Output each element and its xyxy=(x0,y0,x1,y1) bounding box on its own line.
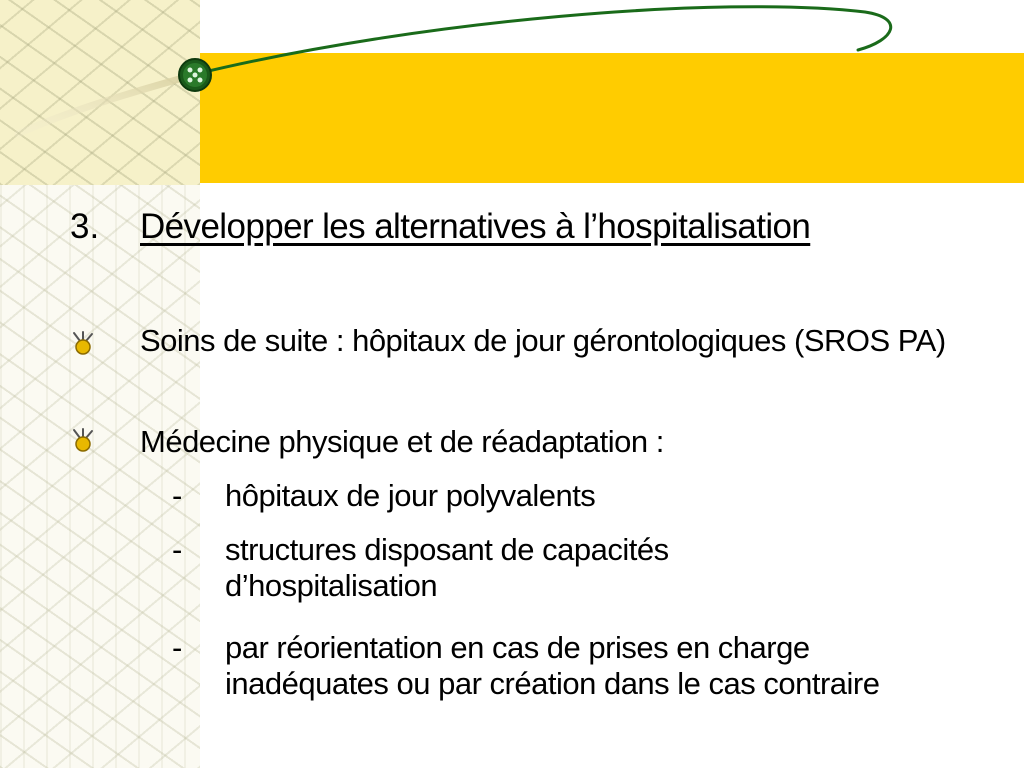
yellow-star-bullet-icon xyxy=(68,329,98,359)
green-orb-icon xyxy=(179,59,211,91)
subitem-hopitaux-polyvalents: hôpitaux de jour polyvalents xyxy=(225,478,596,513)
bullet-medecine-physique: Médecine physique et de réadaptation : xyxy=(140,424,664,459)
heading-number: 3. xyxy=(70,207,100,246)
subitem-marker: - xyxy=(172,630,183,665)
bullet-soins-de-suite: Soins de suite : hôpitaux de jour gérontologiques (SROS PA) xyxy=(140,323,946,358)
header-swoosh-decoration xyxy=(0,0,1024,200)
subitem-structures-capacites: structures disposant de capacités d’hospitalisation xyxy=(225,532,669,603)
subitem-marker: - xyxy=(172,478,183,513)
yellow-star-bullet-icon xyxy=(68,426,98,456)
green-swoosh-line xyxy=(196,7,891,74)
slide-heading xyxy=(70,203,970,251)
subitem-reorientation: par réorientation en cas de prises en charge inadéquates ou par création dans le cas contraire xyxy=(225,630,880,701)
heading-title: Développer les alternatives à l’hospitalisation xyxy=(140,207,811,246)
subitem-marker: - xyxy=(172,532,183,567)
